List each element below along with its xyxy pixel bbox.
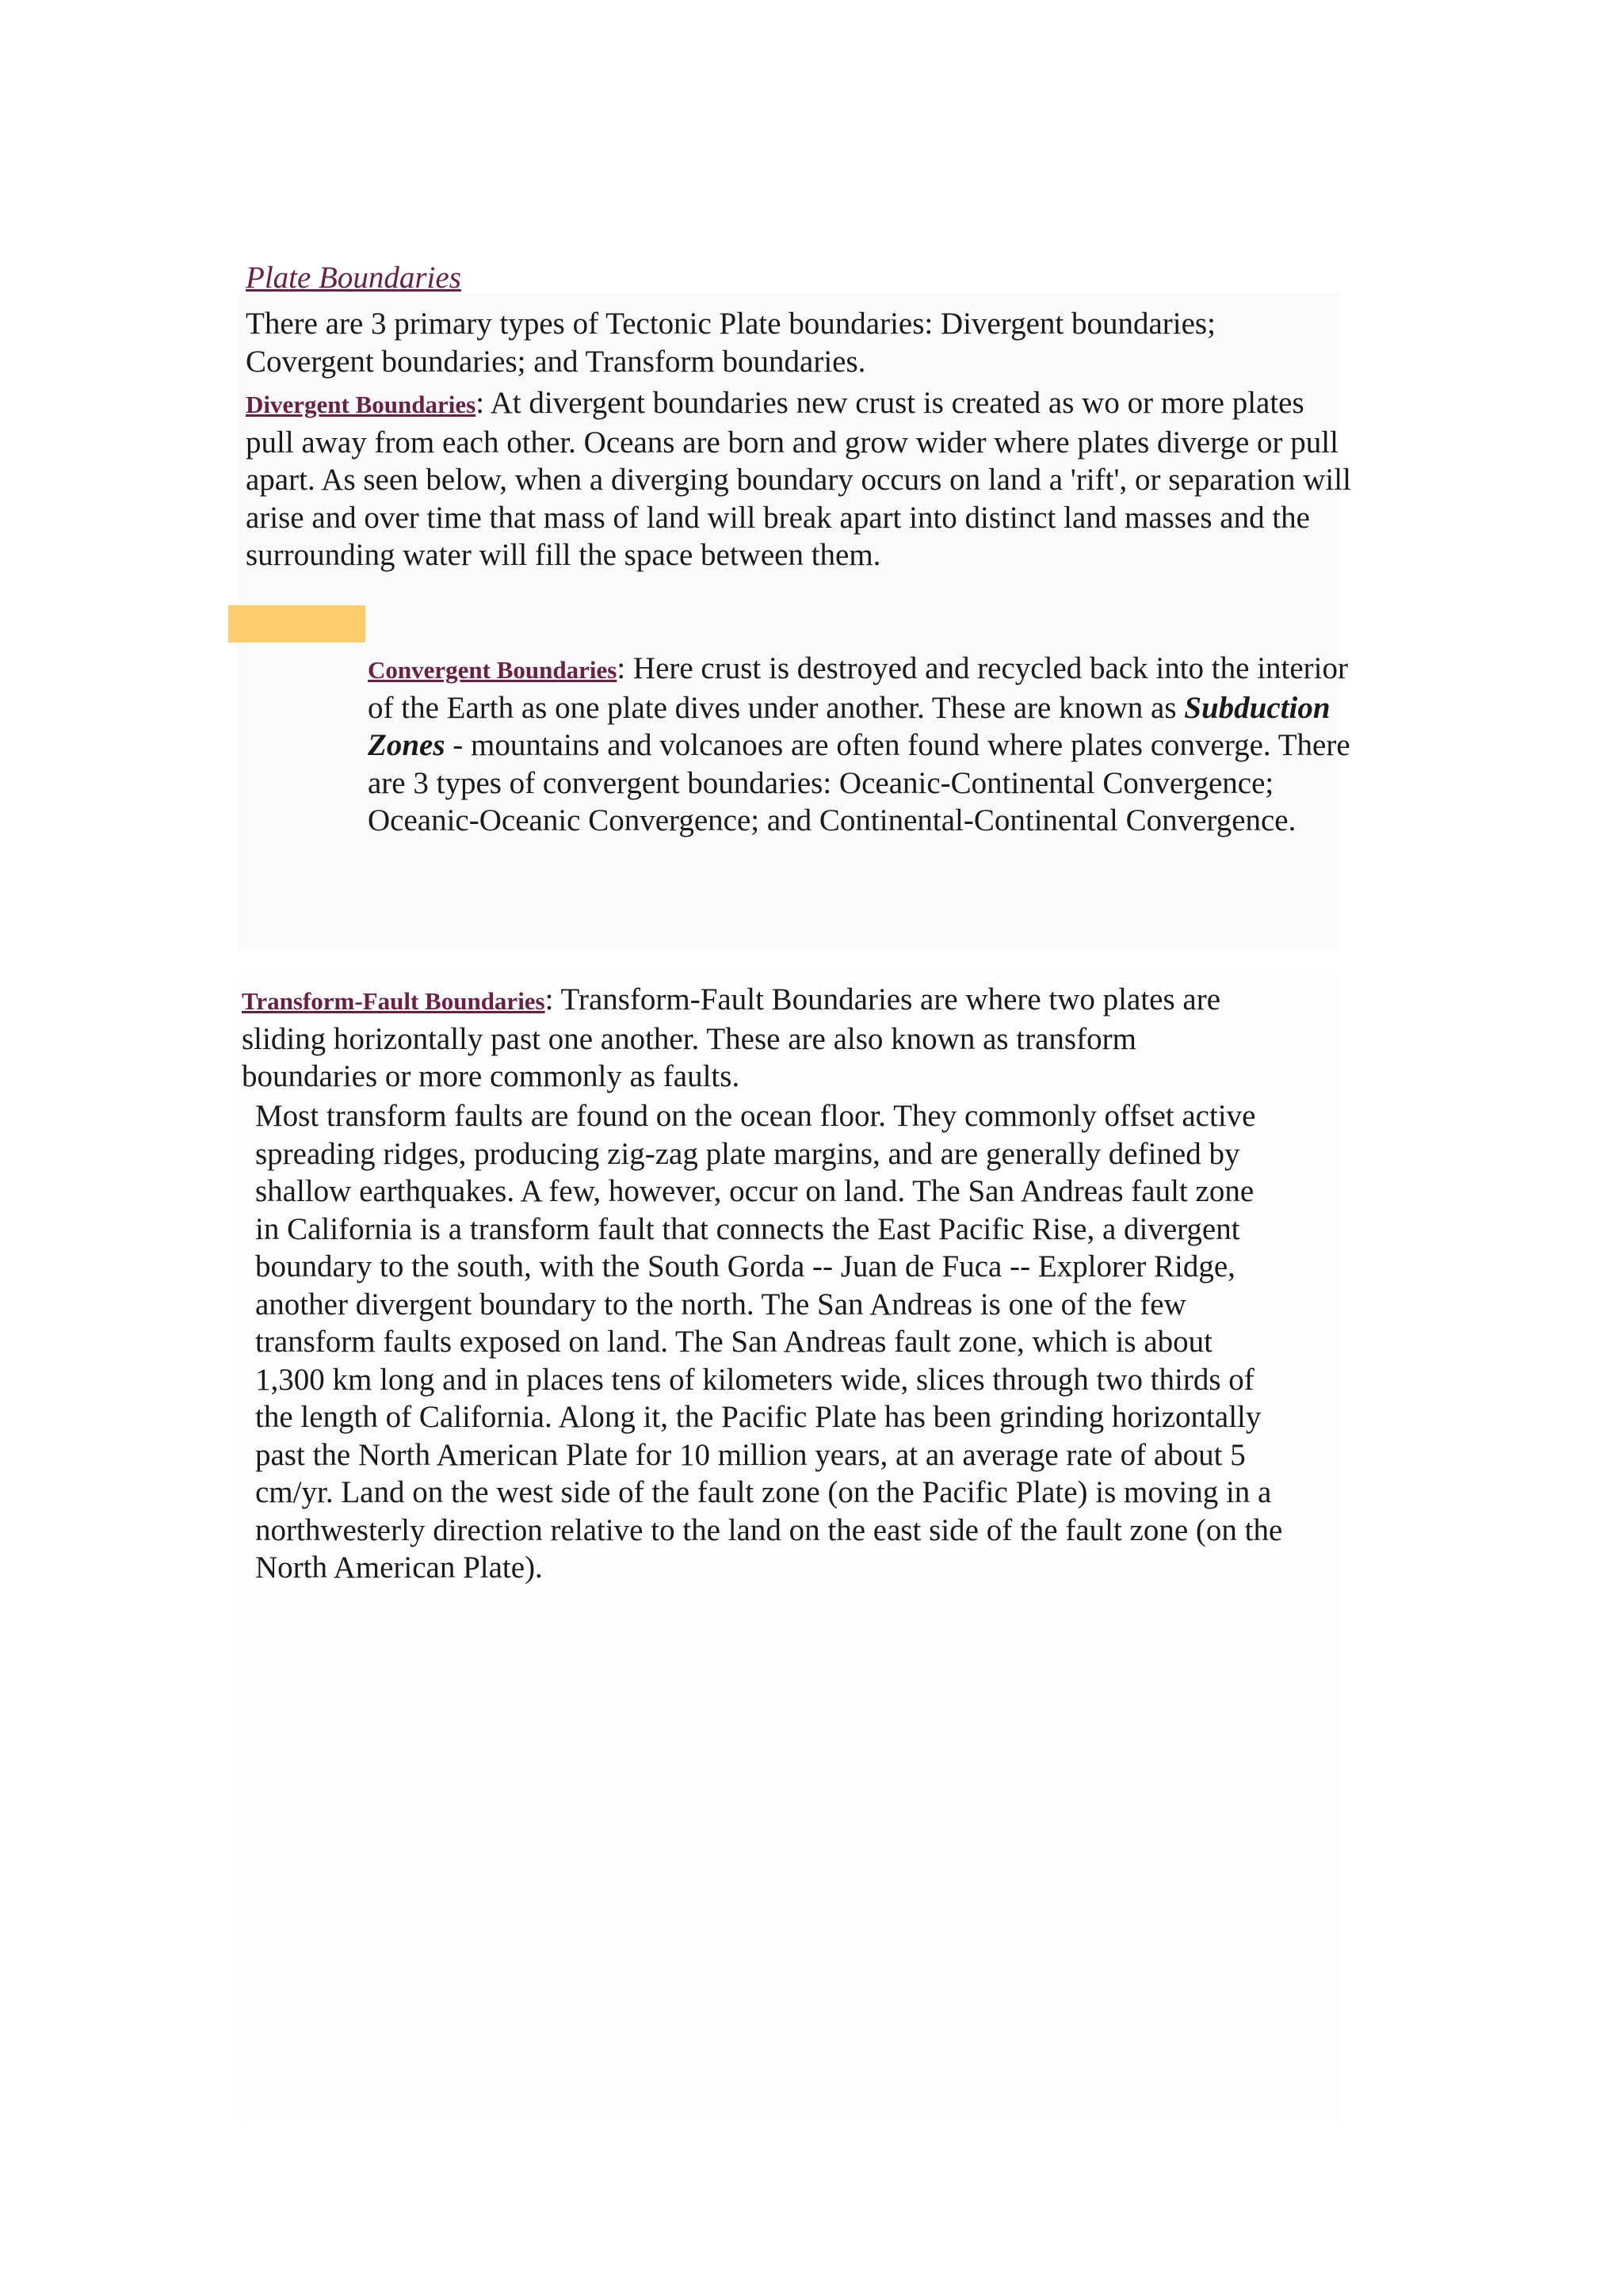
broken-image-placeholder: [228, 605, 365, 643]
subduction-zones-emphasis: Subduction Zones: [368, 690, 1331, 762]
transform-text: : Transform-Fault Boundaries are where two plates are sliding horizontally past one another. These are also known as transform boundaries or more commonly as faults.: [242, 982, 1221, 1093]
transform-detail-paragraph: Most transform faults are found on the ocean floor. They commonly offset active spreading ridges, producing zig-zag plate margins, and are generally defined by shallow earthquakes. A few, however, occur on land. The San Andreas fault zone in California is a transform fault that connects the East Pacific Rise, a divergent boundary to the south, with the South Gorda -- Juan de Fuca -- Explorer Ridge, another divergent boundary to the north. The San Andreas is one of the few transform faults exposed on land. The San Andreas fault zone, which is about 1,300 km long and in places tens of kilometers wide, slices through two thirds of the length of California. Along it, the Pacific Plate has been grinding horizontally past the North American Plate for 10 million years, at an average rate of about 5 cm/yr. Land on the west side of the fault zone (on the Pacific Plate) is moving in a northwesterly direction relative to the land on the east side of the fault zone (on the North American Plate).: [255, 1099, 1283, 1585]
page-title[interactable]: Plate Boundaries: [246, 261, 461, 295]
intro-paragraph: There are 3 primary types of Tectonic Plate boundaries: Divergent boundaries; Covergent boundaries; and Transform boundaries.: [246, 307, 1216, 379]
divergent-paragraph: [246, 384, 1355, 574]
divergent-text: : At divergent boundaries new crust is created as wo or more plates pull away from each other. Oceans are born and grow wider where plates diverge or pull apart. As seen below, when a diverging boundary occurs on land a 'rift', or separation will arise and over time that mass of land will break apart into distinct land masses and the surrounding water will fill the space between them.: [246, 386, 1351, 572]
convergent-text-after: - mountains and volcanoes are often found where plates converge. There are 3 types of convergent boundaries: Oceanic-Continental Convergence; Oceanic-Oceanic Convergence; and Continental-Continental Convergence.: [368, 728, 1350, 837]
convergent-boundaries-link[interactable]: Convergent Boundaries: [368, 656, 617, 684]
divergent-boundaries-link[interactable]: Divergent Boundaries: [246, 391, 476, 418]
convergent-text-before: : Here crust is destroyed and recycled back into the interior of the Earth as one plate dives under another. These are known as: [368, 651, 1348, 725]
transform-fault-boundaries-link[interactable]: Transform-Fault Boundaries: [242, 987, 545, 1015]
transform-paragraph: [242, 981, 1272, 1096]
convergent-paragraph: [368, 650, 1350, 840]
